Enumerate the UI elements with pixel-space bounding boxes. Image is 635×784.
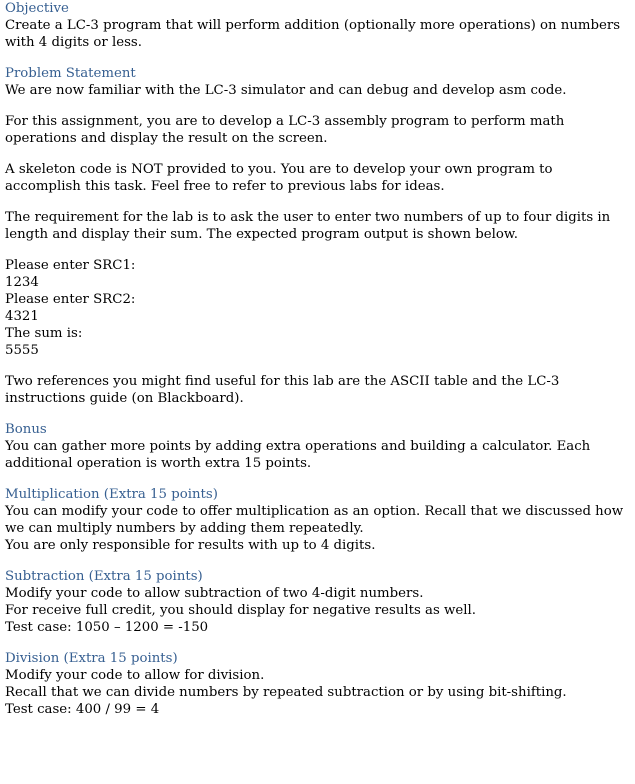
- expected-output: [5, 257, 631, 359]
- problem-statement-heading: Problem Statement: [5, 66, 136, 81]
- multiplication-section: [5, 486, 631, 554]
- bonus-heading: Bonus: [5, 422, 47, 437]
- output-line: Please enter SRC1:: [5, 258, 136, 273]
- problem-paragraph-3-block: [5, 161, 631, 195]
- problem-paragraph-4: The requirement for the lab is to ask the user to enter two numbers of up to four digits in length and display their sum. The expected program output is shown below.: [5, 210, 611, 242]
- problem-paragraph-5-block: [5, 373, 631, 407]
- multiplication-line-2: You are only responsible for results with up to 4 digits.: [5, 538, 376, 553]
- output-line: Please enter SRC2:: [5, 292, 136, 307]
- problem-paragraph-2: For this assignment, you are to develop a LC-3 assembly program to perform math operations and display the result on the screen.: [5, 114, 565, 146]
- objective-section: [5, 0, 631, 51]
- problem-paragraph-1: We are now familiar with the LC-3 simulator and can debug and develop asm code.: [5, 83, 567, 98]
- output-line: The sum is:: [5, 326, 83, 341]
- subtraction-heading: Subtraction (Extra 15 points): [5, 569, 203, 584]
- division-line-2: Recall that we can divide numbers by repeated subtraction or by using bit-shifting.: [5, 685, 567, 700]
- division-heading: Division (Extra 15 points): [5, 651, 178, 666]
- multiplication-line-1: You can modify your code to offer multiplication as an option. Recall that we discussed how we can multiply numbers by adding them repeatedly.: [5, 504, 624, 536]
- problem-paragraph-5: Two references you might find useful for this lab are the ASCII table and the LC-3 instructions guide (on Blackboard).: [5, 374, 560, 406]
- bonus-text: You can gather more points by adding extra operations and building a calculator. Each additional operation is worth extra 15 points.: [5, 439, 591, 471]
- subtraction-line-1: Modify your code to allow subtraction of two 4-digit numbers.: [5, 586, 424, 601]
- multiplication-heading: Multiplication (Extra 15 points): [5, 487, 218, 502]
- output-line: 4321: [5, 309, 39, 324]
- subtraction-section: [5, 568, 631, 636]
- division-line-1: Modify your code to allow for division.: [5, 668, 265, 683]
- problem-paragraph-2-block: [5, 113, 631, 147]
- problem-paragraph-4-block: [5, 209, 631, 243]
- objective-text: Create a LC-3 program that will perform addition (optionally more operations) on numbers with 4 digits or less.: [5, 18, 621, 50]
- subtraction-test-case: Test case: 1050 – 1200 = -150: [5, 620, 209, 635]
- output-line: 5555: [5, 343, 39, 358]
- division-section: [5, 650, 631, 718]
- problem-statement-section: [5, 65, 631, 99]
- problem-paragraph-3: A skeleton code is NOT provided to you. You are to develop your own program to accomplish this task. Feel free to refer to previous labs for ideas.: [5, 162, 553, 194]
- subtraction-line-2: For receive full credit, you should display for negative results as well.: [5, 603, 477, 618]
- output-line: 1234: [5, 275, 39, 290]
- objective-heading: Objective: [5, 1, 69, 16]
- division-test-case: Test case: 400 / 99 = 4: [5, 702, 160, 717]
- bonus-section: [5, 421, 631, 472]
